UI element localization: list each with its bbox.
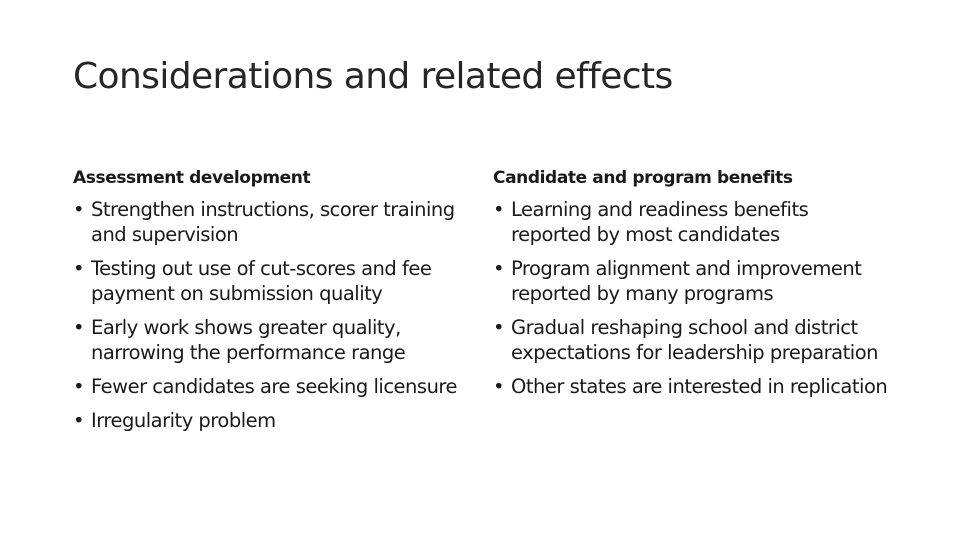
bullet-icon: • bbox=[73, 257, 85, 280]
list-item-text: Program alignment and improvement reported by many programs bbox=[511, 257, 862, 305]
list-item bbox=[493, 315, 893, 365]
list-item bbox=[493, 197, 893, 247]
bullet-icon: • bbox=[73, 375, 85, 398]
assessment-development-column bbox=[73, 168, 488, 442]
slide-title: Considerations and related effects bbox=[73, 56, 673, 97]
list-item-text: Irregularity problem bbox=[91, 409, 276, 432]
list-item-text: Fewer candidates are seeking licensure bbox=[91, 375, 458, 398]
list-item bbox=[73, 197, 488, 247]
bullet-icon: • bbox=[73, 316, 85, 339]
bullet-icon: • bbox=[493, 198, 505, 221]
list-item-text: Early work shows greater quality, narrowing the performance range bbox=[91, 316, 406, 364]
list-item bbox=[493, 374, 893, 399]
list-item-text: Other states are interested in replication bbox=[511, 375, 888, 398]
bullet-icon: • bbox=[493, 316, 505, 339]
column-heading-candidate-program-benefits: Candidate and program benefits bbox=[493, 168, 793, 188]
list-item-text: Testing out use of cut-scores and fee payment on submission quality bbox=[91, 257, 432, 305]
list-item-text: Learning and readiness benefits reported by most candidates bbox=[511, 198, 809, 246]
list-item bbox=[73, 408, 488, 433]
list-item bbox=[493, 256, 893, 306]
list-item-text: Strengthen instructions, scorer training and supervision bbox=[91, 198, 455, 246]
assessment-development-list bbox=[73, 197, 488, 433]
candidate-program-benefits-list bbox=[493, 197, 893, 399]
bullet-icon: • bbox=[493, 375, 505, 398]
candidate-program-benefits-column bbox=[493, 168, 893, 408]
list-item bbox=[73, 374, 488, 399]
list-item bbox=[73, 256, 488, 306]
bullet-icon: • bbox=[73, 198, 85, 221]
list-item-text: Gradual reshaping school and district expectations for leadership preparation bbox=[511, 316, 878, 364]
bullet-icon: • bbox=[493, 257, 505, 280]
column-heading-assessment-development: Assessment development bbox=[73, 168, 311, 188]
bullet-icon: • bbox=[73, 409, 85, 432]
list-item bbox=[73, 315, 488, 365]
